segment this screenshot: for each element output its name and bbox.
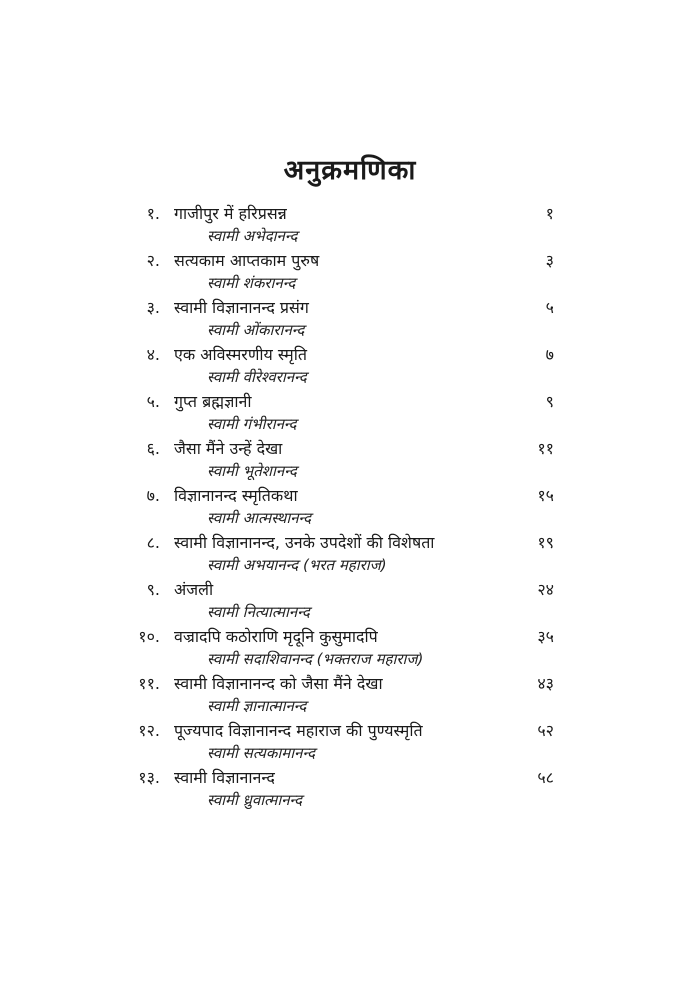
- entry-author: स्वामी ओंकारानन्द: [207, 321, 305, 339]
- entry-number: ९.: [146, 580, 160, 599]
- toc-entry: [0, 203, 700, 250]
- entry-number: ७.: [146, 486, 160, 505]
- entry-title: एक अविस्मरणीय स्मृति: [174, 345, 307, 364]
- entry-title: पूज्यपाद विज्ञानानन्द महाराज की पुण्यस्मृति: [174, 721, 423, 740]
- toc-entry: [0, 391, 700, 438]
- entry-title: स्वामी विज्ञानानन्द को जैसा मैंने देखा: [174, 674, 383, 693]
- entry-author: स्वामी गंभीरानन्द: [207, 415, 297, 433]
- entry-number: २.: [146, 251, 160, 270]
- entry-title: वज्रादपि कठोराणि मृदूनि कुसुमादपि: [174, 627, 378, 646]
- entry-title: गाजीपुर में हरिप्रसन्न: [174, 204, 287, 223]
- entry-author: स्वामी ध्रुवात्मानन्द: [207, 791, 303, 809]
- entry-page-number: ५८: [537, 768, 554, 787]
- entry-page-number: ७: [545, 345, 554, 364]
- entry-page-number: ११: [537, 439, 554, 458]
- entry-title: विज्ञानानन्द स्मृतिकथा: [174, 486, 298, 505]
- toc-entry: [0, 767, 700, 814]
- entry-page-number: ३५: [537, 627, 554, 646]
- entry-number: १०.: [138, 627, 160, 646]
- entry-title: स्वामी विज्ञानानन्द प्रसंग: [174, 298, 309, 317]
- entry-number: ६.: [146, 439, 160, 458]
- entry-number: ८.: [146, 533, 160, 552]
- entry-number: १३.: [138, 768, 160, 787]
- entry-title: जैसा मैंने उन्हें देखा: [174, 439, 283, 458]
- table-of-contents: [0, 203, 700, 814]
- toc-entry: [0, 579, 700, 626]
- entry-author: स्वामी ज्ञानात्मानन्द: [207, 697, 307, 715]
- entry-title: सत्यकाम आप्तकाम पुरुष: [174, 251, 320, 270]
- entry-page-number: १५: [537, 486, 554, 505]
- entry-author: स्वामी शंकरानन्द: [207, 274, 296, 292]
- entry-title: स्वामी विज्ञानानन्द, उनके उपदेशों की विशेषता: [174, 533, 435, 552]
- entry-number: ४.: [146, 345, 160, 364]
- toc-entry: [0, 485, 700, 532]
- toc-entry: [0, 250, 700, 297]
- entry-author: स्वामी सदाशिवानन्द (भक्तराज महाराज): [207, 650, 424, 668]
- entry-number: १२.: [138, 721, 160, 740]
- entry-page-number: १: [545, 204, 554, 223]
- entry-page-number: ९: [545, 392, 554, 411]
- entry-author: स्वामी अभयानन्द (भरत महाराज): [207, 556, 387, 574]
- page-title: अनुक्रमणिका: [283, 155, 417, 186]
- toc-entry: [0, 438, 700, 485]
- toc-entry: [0, 720, 700, 767]
- entry-title: अंजली: [174, 580, 214, 599]
- entry-page-number: १९: [537, 533, 554, 552]
- toc-entry: [0, 673, 700, 720]
- entry-author: स्वामी वीरेश्वरानन्द: [207, 368, 307, 386]
- entry-author: स्वामी नित्यात्मानन्द: [207, 603, 310, 621]
- toc-entry: [0, 344, 700, 391]
- toc-entry: [0, 532, 700, 579]
- toc-entry: [0, 626, 700, 673]
- entry-page-number: ३: [545, 251, 554, 270]
- entry-author: स्वामी आत्मस्थानन्द: [207, 509, 312, 527]
- entry-author: स्वामी भूतेशानन्द: [207, 462, 297, 480]
- entry-page-number: ५: [545, 298, 554, 317]
- entry-page-number: २४: [537, 580, 554, 599]
- entry-author: स्वामी अभेदानन्द: [207, 227, 298, 245]
- entry-number: १.: [146, 204, 160, 223]
- entry-number: ५.: [146, 392, 160, 411]
- entry-title: गुप्त ब्रह्मज्ञानी: [174, 392, 252, 411]
- toc-entry: [0, 297, 700, 344]
- entry-title: स्वामी विज्ञानानन्द: [174, 768, 275, 787]
- entry-number: ११.: [138, 674, 160, 693]
- entry-page-number: ४३: [537, 674, 554, 693]
- entry-number: ३.: [146, 298, 160, 317]
- entry-page-number: ५२: [537, 721, 554, 740]
- entry-author: स्वामी सत्यकामानन्द: [207, 744, 316, 762]
